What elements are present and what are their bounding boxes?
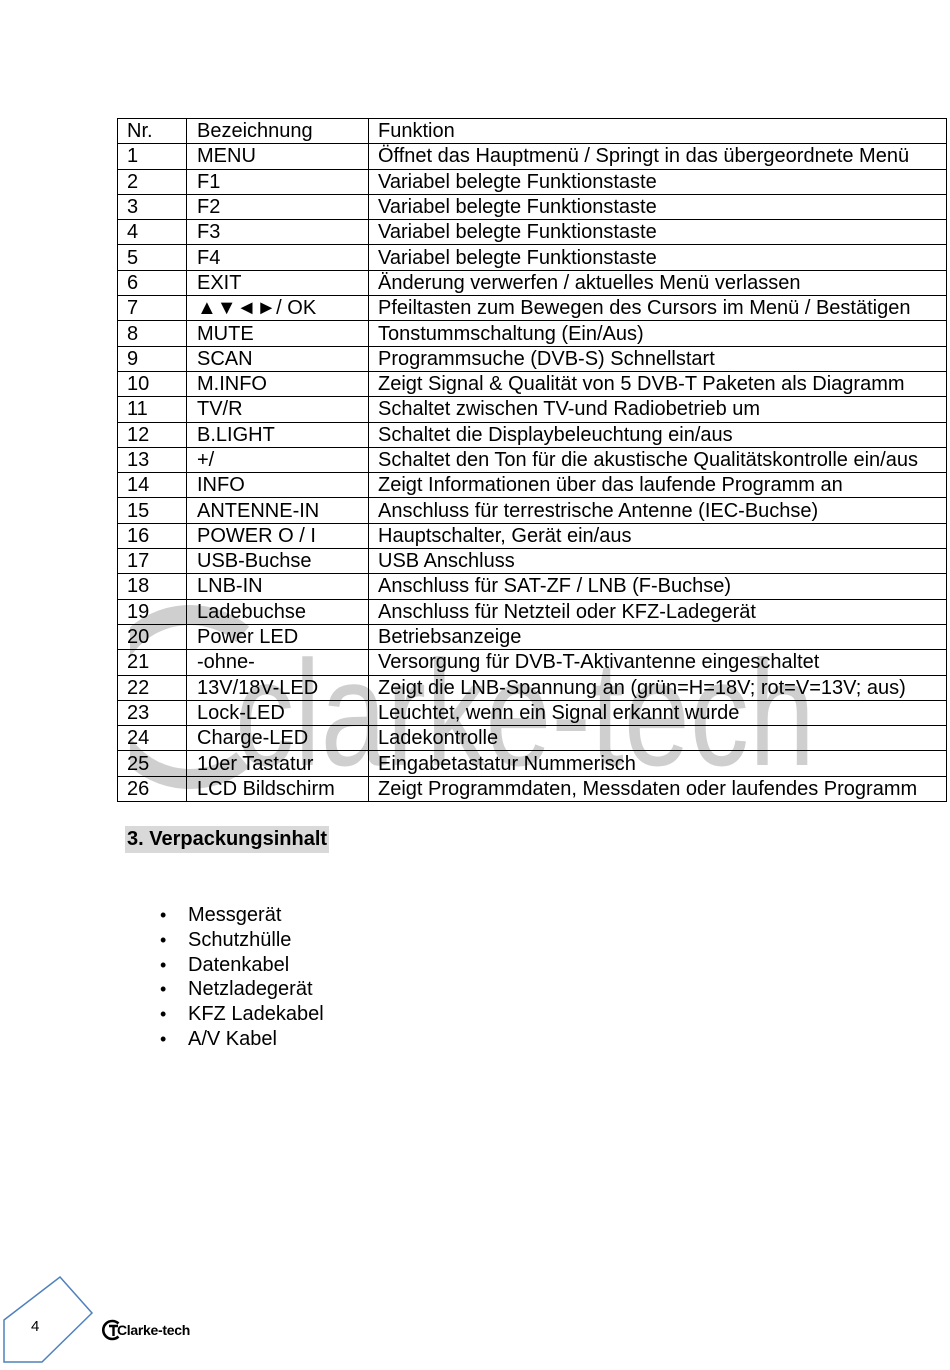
table-row — [118, 523, 947, 548]
page-number-shape — [0, 1270, 100, 1370]
cell-funktion: Pfeiltasten zum Bewegen des Cursors im Menü / Bestätigen — [369, 296, 947, 321]
table-row — [118, 700, 947, 725]
cell-funktion: Hauptschalter, Gerät ein/aus — [369, 523, 947, 548]
table-header-row — [118, 119, 947, 144]
cell-funktion: Anschluss für Netzteil oder KFZ-Ladegerät — [369, 599, 947, 624]
table-row — [118, 650, 947, 675]
cell-bezeichnung: USB-Buchse — [187, 549, 369, 574]
cell-nr: 5 — [118, 245, 187, 270]
list-item — [160, 928, 324, 953]
list-item-label: Datenkabel — [188, 953, 290, 976]
table-row — [118, 397, 947, 422]
table-row — [118, 321, 947, 346]
cell-bezeichnung: B.LIGHT — [187, 422, 369, 447]
cell-funktion: Zeigt die LNB-Spannung an (grün=H=18V; rot=V=13V; aus) — [369, 675, 947, 700]
cell-nr: 23 — [118, 700, 187, 725]
list-item-label: Schutzhülle — [188, 928, 292, 951]
cell-nr: 20 — [118, 624, 187, 649]
cell-bezeichnung: -ohne- — [187, 650, 369, 675]
table-row — [118, 169, 947, 194]
cell-bezeichnung: M.INFO — [187, 371, 369, 396]
cell-nr: 19 — [118, 599, 187, 624]
cell-funktion: Änderung verwerfen / aktuelles Menü verlassen — [369, 270, 947, 295]
cell-bezeichnung: Ladebuchse — [187, 599, 369, 624]
cell-funktion: Variabel belegte Funktionstaste — [369, 245, 947, 270]
cell-bezeichnung: SCAN — [187, 346, 369, 371]
header-bezeichnung: Bezeichnung — [187, 119, 369, 144]
cell-bezeichnung: ▲▼◄►/ OK — [187, 296, 369, 321]
cell-nr: 15 — [118, 498, 187, 523]
cell-bezeichnung: LCD Bildschirm — [187, 776, 369, 801]
cell-funktion: Zeigt Signal & Qualität von 5 DVB-T Paketen als Diagramm — [369, 371, 947, 396]
cell-nr: 17 — [118, 549, 187, 574]
cell-funktion: Tonstummschaltung (Ein/Aus) — [369, 321, 947, 346]
cell-funktion: Betriebsanzeige — [369, 624, 947, 649]
cell-funktion: Öffnet das Hauptmenü / Springt in das übergeordnete Menü — [369, 144, 947, 169]
bullet-icon — [160, 1002, 188, 1027]
bullet-icon — [160, 903, 188, 928]
cell-funktion: Zeigt Informationen über das laufende Programm an — [369, 473, 947, 498]
cell-funktion: USB Anschluss — [369, 549, 947, 574]
function-table — [117, 118, 947, 802]
table-row — [118, 296, 947, 321]
table-row — [118, 422, 947, 447]
cell-funktion: Eingabetastatur Nummerisch — [369, 751, 947, 776]
cell-funktion: Schaltet die Displaybeleuchtung ein/aus — [369, 422, 947, 447]
table-row — [118, 144, 947, 169]
list-item-label: A/V Kabel — [188, 1027, 277, 1050]
table-row — [118, 599, 947, 624]
table-row — [118, 270, 947, 295]
table-row — [118, 194, 947, 219]
cell-bezeichnung: TV/R — [187, 397, 369, 422]
table-row — [118, 624, 947, 649]
cell-funktion: Programmsuche (DVB-S) Schnellstart — [369, 346, 947, 371]
cell-bezeichnung: +/ — [187, 447, 369, 472]
cell-bezeichnung: F1 — [187, 169, 369, 194]
cell-bezeichnung: F2 — [187, 194, 369, 219]
cell-nr: 11 — [118, 397, 187, 422]
cell-bezeichnung: 13V/18V-LED — [187, 675, 369, 700]
page-number-frame — [4, 1277, 92, 1362]
list-item — [160, 903, 324, 928]
cell-bezeichnung: LNB-IN — [187, 574, 369, 599]
list-item-label: Messgerät — [188, 904, 282, 926]
table-row — [118, 726, 947, 751]
table-row — [118, 447, 947, 472]
footer-logo-text: Clarke-tech — [117, 1322, 190, 1338]
cell-funktion: Zeigt Programmdaten, Messdaten oder laufendes Programm — [369, 776, 947, 801]
table-row — [118, 346, 947, 371]
cell-nr: 25 — [118, 751, 187, 776]
table-row — [118, 220, 947, 245]
header-funktion: Funktion — [369, 119, 947, 144]
cell-bezeichnung: POWER O / I — [187, 523, 369, 548]
cell-bezeichnung: ANTENNE-IN — [187, 498, 369, 523]
cell-nr: 2 — [118, 169, 187, 194]
table-row — [118, 776, 947, 801]
cell-nr: 24 — [118, 726, 187, 751]
page-number: 4 — [31, 1318, 40, 1335]
cell-bezeichnung: MUTE — [187, 321, 369, 346]
table-row — [118, 245, 947, 270]
cell-funktion: Variabel belegte Funktionstaste — [369, 220, 947, 245]
header-nr: Nr. — [118, 119, 187, 144]
cell-nr: 21 — [118, 650, 187, 675]
cell-nr: 12 — [118, 422, 187, 447]
cell-nr: 6 — [118, 270, 187, 295]
cell-nr: 18 — [118, 574, 187, 599]
table-row — [118, 675, 947, 700]
section-heading: 3. Verpackungsinhalt — [125, 826, 329, 853]
table-row — [118, 473, 947, 498]
watermark-text: clarke-tech — [235, 629, 815, 797]
list-item — [160, 1027, 324, 1052]
cell-bezeichnung: F3 — [187, 220, 369, 245]
cell-funktion: Variabel belegte Funktionstaste — [369, 194, 947, 219]
cell-bezeichnung: INFO — [187, 473, 369, 498]
cell-nr: 8 — [118, 321, 187, 346]
cell-funktion: Ladekontrolle — [369, 726, 947, 751]
table-row — [118, 549, 947, 574]
cell-bezeichnung: EXIT — [187, 270, 369, 295]
list-item — [160, 953, 324, 978]
cell-bezeichnung: Lock-LED — [187, 700, 369, 725]
table-row — [118, 574, 947, 599]
bullet-icon — [160, 977, 188, 1002]
cell-nr: 14 — [118, 473, 187, 498]
cell-nr: 9 — [118, 346, 187, 371]
cell-funktion: Anschluss für SAT-ZF / LNB (F-Buchse) — [369, 574, 947, 599]
list-item — [160, 1002, 324, 1027]
cell-nr: 7 — [118, 296, 187, 321]
bullet-icon — [160, 953, 188, 978]
list-item — [160, 977, 324, 1002]
cell-funktion: Anschluss für terrestrische Antenne (IEC-Buchse) — [369, 498, 947, 523]
cell-funktion: Variabel belegte Funktionstaste — [369, 169, 947, 194]
cell-funktion: Schaltet zwischen TV-und Radiobetrieb um — [369, 397, 947, 422]
cell-bezeichnung: 10er Tastatur — [187, 751, 369, 776]
cell-nr: 3 — [118, 194, 187, 219]
package-contents-list — [160, 903, 324, 1052]
bullet-icon — [160, 928, 188, 953]
spec-table-body — [118, 119, 947, 802]
cell-nr: 4 — [118, 220, 187, 245]
table-row — [118, 751, 947, 776]
list-item-label: KFZ Ladekabel — [188, 1003, 324, 1026]
list-item-label: Netzladegerät — [188, 978, 313, 1001]
cell-funktion: Versorgung für DVB-T-Aktivantenne eingeschaltet — [369, 650, 947, 675]
table-row — [118, 371, 947, 396]
cell-funktion: Leuchtet, wenn ein Signal erkannt wurde — [369, 700, 947, 725]
table-row — [118, 498, 947, 523]
cell-nr: 26 — [118, 776, 187, 801]
cell-bezeichnung: MENU — [187, 144, 369, 169]
cell-bezeichnung: Power LED — [187, 624, 369, 649]
cell-funktion: Schaltet den Ton für die akustische Qualitätskontrolle ein/aus — [369, 447, 947, 472]
cell-bezeichnung: F4 — [187, 245, 369, 270]
cell-nr: 10 — [118, 371, 187, 396]
cell-nr: 13 — [118, 447, 187, 472]
cell-bezeichnung: Charge-LED — [187, 726, 369, 751]
cell-nr: 22 — [118, 675, 187, 700]
bullet-icon — [160, 1027, 188, 1052]
cell-nr: 16 — [118, 523, 187, 548]
cell-nr: 1 — [118, 144, 187, 169]
